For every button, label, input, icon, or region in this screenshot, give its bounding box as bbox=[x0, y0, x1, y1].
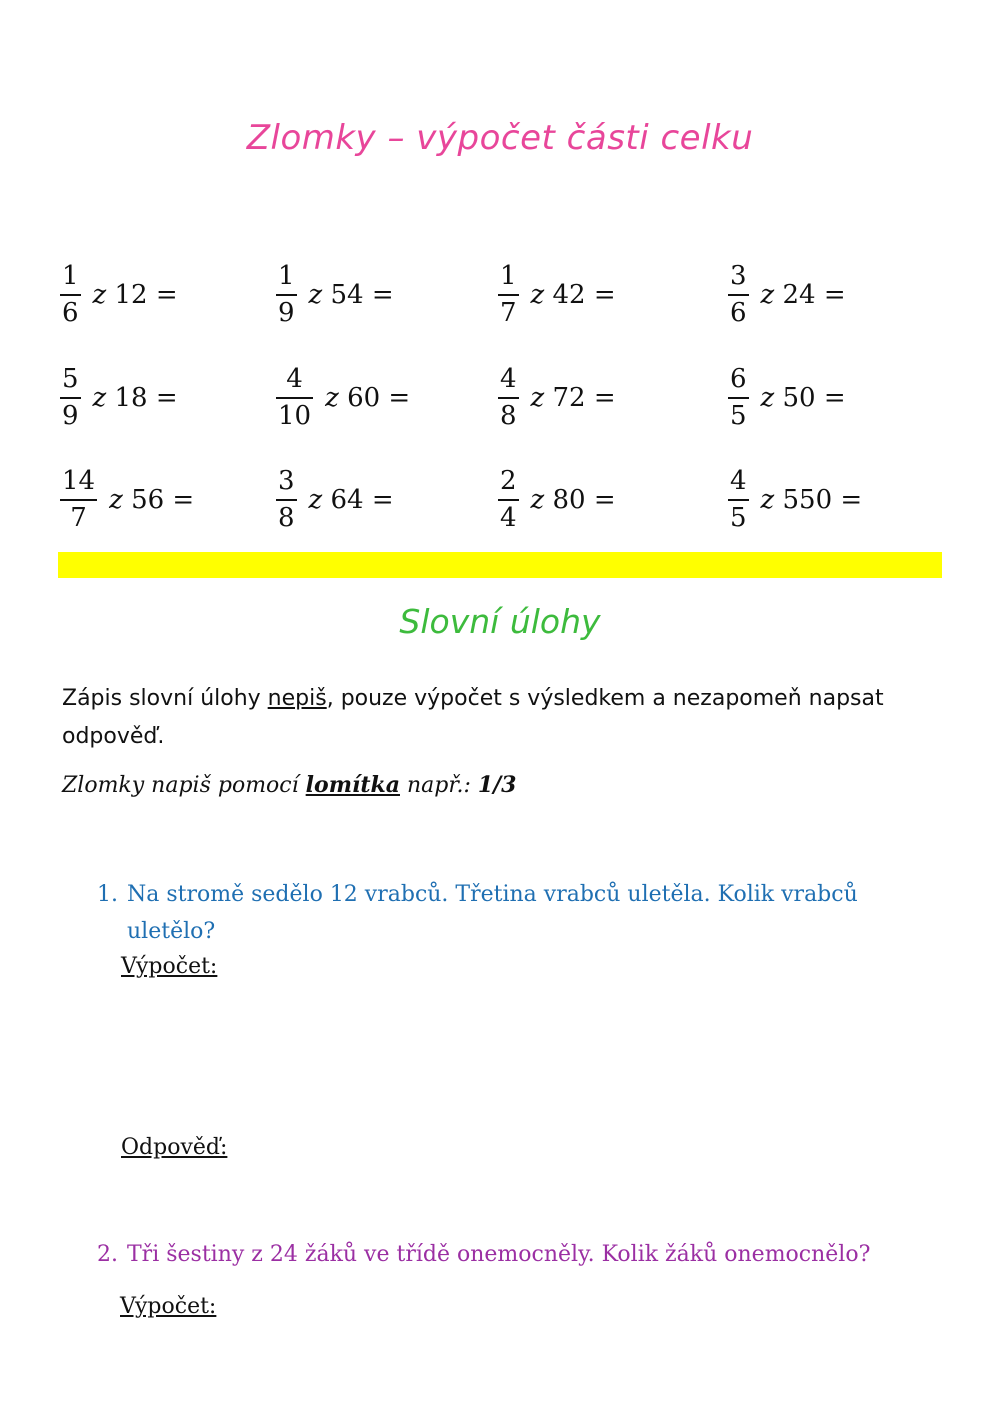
equals-sign: = bbox=[388, 383, 411, 413]
numerator: 4 bbox=[286, 363, 303, 394]
fraction bbox=[60, 365, 81, 432]
note-part2: např.: bbox=[399, 773, 478, 798]
of-symbol: z bbox=[760, 383, 775, 413]
denominator: 6 bbox=[62, 297, 79, 328]
note-example: 1/3 bbox=[477, 772, 517, 798]
fraction-bar bbox=[728, 397, 749, 399]
task-1 bbox=[97, 876, 897, 950]
whole-number: 42 bbox=[552, 280, 586, 310]
exercise-expression bbox=[309, 280, 394, 310]
denominator: 10 bbox=[278, 400, 312, 431]
denominator: 5 bbox=[730, 400, 747, 431]
numerator: 6 bbox=[730, 363, 747, 394]
exercise-expression bbox=[93, 280, 178, 310]
whole-number: 12 bbox=[114, 280, 148, 310]
equals-sign: = bbox=[823, 383, 846, 413]
denominator: 8 bbox=[278, 502, 295, 533]
fraction-bar bbox=[60, 499, 97, 501]
numerator: 1 bbox=[278, 260, 295, 291]
calculation-label: Výpočet: bbox=[120, 1294, 217, 1319]
fraction bbox=[276, 467, 297, 534]
task-text: Tři šestiny z 24 žáků ve třídě onemocněly. Kolik žáků onemocnělo? bbox=[127, 1242, 871, 1267]
fraction-bar bbox=[60, 397, 81, 399]
fraction-exercise bbox=[728, 358, 846, 438]
numerator: 4 bbox=[500, 363, 517, 394]
equals-sign: = bbox=[593, 280, 616, 310]
whole-number: 72 bbox=[552, 383, 586, 413]
fraction bbox=[60, 467, 97, 534]
fraction-exercise bbox=[276, 255, 394, 335]
exercise-expression bbox=[531, 280, 616, 310]
exercise-expression bbox=[325, 383, 410, 413]
whole-number: 54 bbox=[330, 280, 364, 310]
numerator: 4 bbox=[730, 465, 747, 496]
equals-sign: = bbox=[155, 280, 178, 310]
fraction-exercise bbox=[60, 460, 194, 540]
section-title: Slovní úlohy bbox=[399, 602, 601, 641]
of-symbol: z bbox=[308, 485, 323, 515]
instruction-text bbox=[62, 680, 922, 756]
fraction-note bbox=[62, 772, 517, 798]
fraction bbox=[728, 467, 749, 534]
exercise-expression bbox=[109, 485, 194, 515]
denominator: 9 bbox=[62, 400, 79, 431]
answer-label: Odpověď: bbox=[121, 1135, 228, 1160]
calculation-label: Výpočet: bbox=[121, 954, 218, 979]
numerator: 2 bbox=[500, 465, 517, 496]
exercise-expression bbox=[761, 485, 863, 515]
fraction-exercise bbox=[60, 255, 178, 335]
note-keyword: lomítka bbox=[305, 772, 400, 798]
of-symbol: z bbox=[530, 280, 545, 310]
fraction-bar bbox=[728, 499, 749, 501]
exercise-expression bbox=[761, 280, 846, 310]
yellow-divider bbox=[58, 552, 942, 578]
whole-number: 550 bbox=[782, 485, 833, 515]
of-symbol: z bbox=[530, 383, 545, 413]
whole-number: 80 bbox=[552, 485, 586, 515]
fraction-bar bbox=[60, 294, 81, 296]
whole-number: 60 bbox=[347, 383, 381, 413]
task-number: 1. bbox=[97, 882, 118, 907]
fraction bbox=[276, 365, 313, 432]
of-symbol: z bbox=[530, 485, 545, 515]
equals-sign: = bbox=[172, 485, 195, 515]
task-number: 2. bbox=[97, 1242, 118, 1267]
task-text: Na stromě sedělo 12 vrabců. Třetina vrabců uletěla. Kolik vrabců uletělo? bbox=[127, 882, 858, 944]
numerator: 3 bbox=[278, 465, 295, 496]
equals-sign: = bbox=[840, 485, 863, 515]
fraction-bar bbox=[498, 499, 519, 501]
fraction-bar bbox=[498, 294, 519, 296]
equals-sign: = bbox=[593, 383, 616, 413]
fraction bbox=[728, 365, 749, 432]
equals-sign: = bbox=[155, 383, 178, 413]
of-symbol: z bbox=[760, 485, 775, 515]
exercise-expression bbox=[531, 383, 616, 413]
numerator: 1 bbox=[500, 260, 517, 291]
denominator: 6 bbox=[730, 297, 747, 328]
fraction bbox=[60, 262, 81, 329]
fraction-exercise bbox=[276, 358, 410, 438]
fraction-bar bbox=[276, 294, 297, 296]
whole-number: 56 bbox=[131, 485, 165, 515]
denominator: 7 bbox=[70, 502, 87, 533]
instruction-emphasis: nepiš bbox=[267, 686, 327, 711]
denominator: 5 bbox=[730, 502, 747, 533]
fraction-bar bbox=[498, 397, 519, 399]
whole-number: 64 bbox=[330, 485, 364, 515]
numerator: 3 bbox=[730, 260, 747, 291]
fraction-exercise bbox=[728, 255, 846, 335]
fraction-exercise bbox=[498, 460, 616, 540]
equals-sign: = bbox=[371, 485, 394, 515]
denominator: 8 bbox=[500, 400, 517, 431]
whole-number: 50 bbox=[782, 383, 816, 413]
exercise-expression bbox=[309, 485, 394, 515]
of-symbol: z bbox=[760, 280, 775, 310]
fraction-bar bbox=[728, 294, 749, 296]
of-symbol: z bbox=[109, 485, 123, 515]
fraction bbox=[498, 262, 519, 329]
numerator: 1 bbox=[62, 260, 79, 291]
whole-number: 18 bbox=[114, 383, 148, 413]
exercise-expression bbox=[531, 485, 616, 515]
fraction-exercise bbox=[498, 358, 616, 438]
equals-sign: = bbox=[593, 485, 616, 515]
fraction bbox=[498, 365, 519, 432]
page-title: Zlomky – výpočet části celku bbox=[246, 118, 754, 158]
fraction-exercise bbox=[276, 460, 394, 540]
note-part1: Zlomky napiš pomocí bbox=[62, 773, 306, 798]
instruction-part2: , pouze výpočet s výsledkem a nezapomeň napsat odpověď. bbox=[62, 686, 884, 749]
fraction-exercise bbox=[498, 255, 616, 335]
exercise-expression bbox=[93, 383, 178, 413]
instruction-part1: Zápis slovní úlohy bbox=[62, 686, 268, 711]
fraction-exercise bbox=[728, 460, 862, 540]
denominator: 9 bbox=[278, 297, 295, 328]
of-symbol: z bbox=[92, 280, 107, 310]
fraction bbox=[498, 467, 519, 534]
fraction-bar bbox=[276, 499, 297, 501]
whole-number: 24 bbox=[782, 280, 816, 310]
of-symbol: z bbox=[308, 280, 323, 310]
of-symbol: z bbox=[92, 383, 107, 413]
equals-sign: = bbox=[823, 280, 846, 310]
fraction bbox=[728, 262, 749, 329]
fraction bbox=[276, 262, 297, 329]
fraction-bar bbox=[276, 397, 313, 399]
numerator: 5 bbox=[62, 363, 79, 394]
of-symbol: z bbox=[325, 383, 339, 413]
numerator: 14 bbox=[62, 465, 96, 496]
fraction-exercise bbox=[60, 358, 178, 438]
equals-sign: = bbox=[371, 280, 394, 310]
denominator: 7 bbox=[500, 297, 517, 328]
exercise-expression bbox=[761, 383, 846, 413]
task-2 bbox=[97, 1236, 957, 1273]
denominator: 4 bbox=[500, 502, 517, 533]
